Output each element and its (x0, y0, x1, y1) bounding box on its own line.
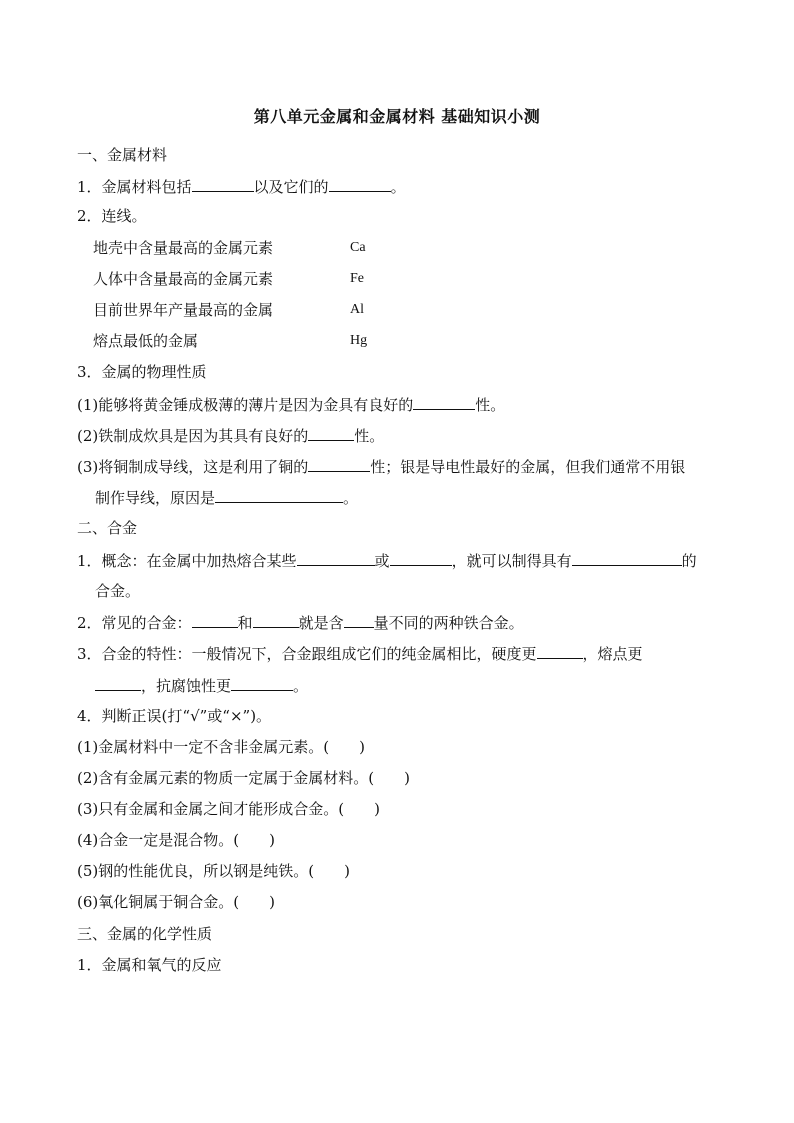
question-3-part-2 (77, 425, 384, 446)
question-3-part-1-text-a: (1)能够将黄金锤成极薄的薄片是因为金具有良好的 (77, 396, 414, 414)
answer-blank[interactable] (95, 675, 141, 691)
match-left-item: 熔点最低的金属 (93, 332, 199, 350)
answer-blank[interactable] (308, 456, 370, 472)
alloy-question-3-continued (95, 675, 308, 696)
question-3-part-1-text-b: 性。 (475, 396, 506, 414)
answer-blank[interactable] (253, 612, 299, 628)
alloy-question-1-text-a: 1．概念：在金属中加热熔合某些 (77, 552, 297, 570)
question-3-part-2-text-b: 性。 (354, 427, 385, 445)
question-3-part-3-continued (95, 487, 358, 508)
answer-blank[interactable] (215, 487, 343, 503)
alloy-question-2-text-d: 量不同的两种铁合金。 (373, 614, 524, 632)
answer-blank[interactable] (329, 176, 391, 192)
alloy-question-1-text-c: ，就可以制得具有 (451, 552, 572, 570)
true-false-item: (3)只有金属和金属之间才能形成合金。( ) (77, 800, 380, 818)
true-false-item: (4)合金一定是混合物。( ) (77, 831, 275, 849)
alloy-question-3-text-d: 。 (293, 677, 309, 695)
answer-blank[interactable] (344, 612, 374, 628)
section-heading-alloys: 二、合金 (77, 519, 138, 537)
question-3-part-3-cont-text-a: 制作导线，原因是 (95, 489, 216, 507)
alloy-question-2 (77, 612, 524, 633)
match-left-item: 地壳中含量最高的金属元素 (93, 239, 274, 257)
match-right-item: Al (350, 302, 364, 317)
question-3-part-3-text-b: 性；银是导电性最好的金属，但我们通常不用银 (370, 458, 686, 476)
answer-blank[interactable] (192, 176, 254, 192)
question-3-label: 3．金属的物理性质 (77, 363, 207, 381)
question-3-part-3-text-a: (3)将铜制成导线，这是利用了铜的 (77, 458, 309, 476)
section-heading-metal-materials: 一、金属材料 (77, 146, 168, 164)
match-left-item: 人体中含量最高的金属元素 (93, 270, 274, 288)
answer-blank[interactable] (572, 550, 682, 566)
question-1-text-b: 以及它们的 (253, 178, 329, 196)
section-heading-chemical-properties: 三、金属的化学性质 (77, 925, 213, 943)
question-3-part-1 (77, 394, 505, 415)
alloy-question-1-text-b: 或 (374, 552, 390, 570)
answer-blank[interactable] (413, 394, 475, 410)
alloy-question-3-text-c: ，抗腐蚀性更 (141, 677, 232, 695)
true-false-item: (2)含有金属元素的物质一定属于金属材料。( ) (77, 769, 410, 787)
question-3-part-2-text-a: (2)铁制成炊具是因为其具有良好的 (77, 427, 309, 445)
true-false-item: (6)氧化铜属于铜合金。( ) (77, 893, 275, 911)
alloy-question-2-text-b: 和 (237, 614, 253, 632)
question-1-text-c: 。 (390, 178, 406, 196)
alloy-question-4-label: 4．判断正误(打“√”或“×”)。 (77, 707, 272, 725)
question-3-part-3-cont-text-b: 。 (343, 489, 359, 507)
match-right-item: Hg (350, 333, 368, 348)
page-title: 第八单元金属和金属材料 基础知识小测 (253, 107, 541, 126)
match-left-item: 目前世界年产量最高的金属 (93, 301, 274, 319)
alloy-question-3-text-a: 3．合金的特性：一般情况下，合金跟组成它们的纯金属相比，硬度更 (77, 645, 537, 663)
answer-blank[interactable] (192, 612, 238, 628)
match-right-item: Fe (350, 271, 364, 286)
answer-blank[interactable] (390, 550, 452, 566)
question-3-part-3 (77, 456, 685, 477)
true-false-item: (5)钢的性能优良，所以钢是纯铁。( ) (77, 862, 350, 880)
alloy-question-3-text-b: ，熔点更 (582, 645, 643, 663)
alloy-question-2-text-a: 2．常见的合金： (77, 614, 192, 632)
answer-blank[interactable] (537, 643, 583, 659)
alloy-question-1-text-d: 的 (681, 552, 697, 570)
question-2-label: 2．连线。 (77, 207, 147, 225)
question-1-text-a: 1．金属材料包括 (77, 178, 192, 196)
alloy-question-3 (77, 643, 643, 664)
question-1 (77, 176, 406, 197)
match-right-item: Ca (350, 240, 366, 255)
answer-blank[interactable] (231, 675, 293, 691)
true-false-item: (1)金属材料中一定不含非金属元素。( ) (77, 738, 365, 756)
alloy-question-1-continued: 合金。 (95, 582, 141, 600)
alloy-question-2-text-c: 就是含 (298, 614, 344, 632)
chemical-question-1-label: 1．金属和氧气的反应 (77, 956, 222, 974)
alloy-question-1 (77, 550, 697, 571)
answer-blank[interactable] (308, 425, 354, 441)
answer-blank[interactable] (297, 550, 375, 566)
